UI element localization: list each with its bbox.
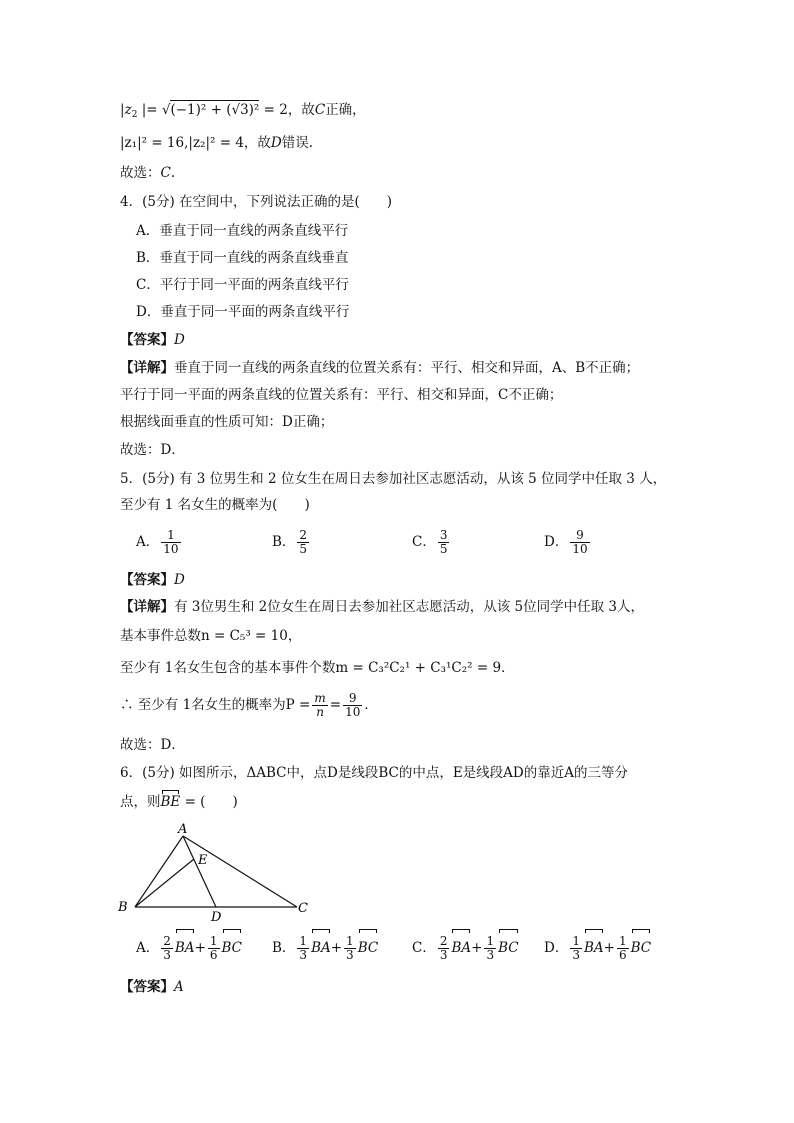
fraction: $\frac{9}{10}$ — [572, 528, 588, 556]
label-d: D — [211, 910, 222, 924]
vector-ba: BA — [584, 931, 604, 965]
solution-line-moduli-squared: |z₁|² = 16,|z₂|² = 4，故D错误. — [120, 135, 314, 151]
vector-bc: BC — [498, 931, 519, 965]
coef-1: $\frac{2}{3}$ — [163, 934, 171, 962]
coef-2: $\frac{1}{6}$ — [618, 934, 627, 962]
q5-stem-2: 至少有 1 名女生的概率为( ) — [120, 497, 310, 513]
q4-option-b: B．垂直于同一直线的两条直线垂直 — [136, 250, 349, 266]
vector-bc: BC — [358, 931, 379, 965]
label-e: E — [198, 853, 208, 868]
coef-1: $\frac{1}{3}$ — [299, 934, 308, 962]
q5-answer: 【答案】D — [120, 572, 185, 588]
q6-option-d: D． $\frac{1}{3}$ BA+ $\frac{1}{6}$ BC — [544, 931, 651, 965]
q4-detail-2: 平行于同一平面的两条直线的位置关系有：平行、相交和异面，C不正确； — [120, 387, 563, 403]
q5-option-c: C． $\frac{3}{5}$ — [412, 528, 448, 556]
vector-ba: BA — [311, 931, 331, 965]
q6-options-row — [136, 931, 656, 965]
label-c: C — [298, 901, 308, 916]
q4-option-a: A．垂直于同一直线的两条直线平行 — [136, 223, 349, 239]
q6-stem-2: 点，则BE = ( ) — [120, 794, 238, 810]
label-b: B — [118, 900, 128, 915]
side-ab — [135, 836, 183, 907]
vector-ba: BA — [175, 931, 195, 965]
q5-options-row — [136, 525, 656, 559]
q6-option-c: C． $\frac{2}{3}$ BA+ $\frac{1}{3}$ BC — [412, 931, 519, 965]
q6-answer: 【答案】A — [120, 979, 184, 995]
vector-ba: BA — [451, 931, 471, 965]
q5-option-b: B． $\frac{2}{5}$ — [272, 528, 308, 556]
coef-2: $\frac{1}{3}$ — [346, 934, 354, 962]
q5-detail-2: 基本事件总数n = C₅³ = 10， — [120, 628, 302, 644]
segment-be — [135, 859, 194, 907]
q4-answer: 【答案】D — [120, 332, 185, 348]
triangle-lines — [135, 836, 297, 907]
solution-line-modulus-z2: $|z_2$ |= √(−1)² + (√3)² = 2，故C正确， — [120, 102, 366, 120]
fraction: $\frac{3}{5}$ — [439, 528, 448, 556]
q4-option-d: D．垂直于同一平面的两条直线平行 — [136, 304, 350, 320]
choose-line-prev: 故选：C. — [120, 165, 176, 181]
q5-choose: 故选：D． — [120, 737, 185, 753]
q6-stem-1: 6．(5分) 如图所示，ΔABC中，点D是线段BC的中点，E是线段AD的靠近A的三等分 — [120, 765, 629, 781]
coef-1: $\frac{2}{3}$ — [439, 934, 448, 962]
q6-option-a: A． $\frac{2}{3}$ BA+ $\frac{1}{6}$ BC — [136, 931, 242, 965]
q5-detail-4: ∴ 至少有 1名女生的概率为P = $\frac{m}{n}$ = $\frac{9}{10}$ ． — [120, 691, 378, 719]
q4-detail-3: 根据线面垂直的性质可知：D正确； — [120, 414, 334, 430]
sqrt-radicand: (−1)² + (√3)² — [170, 102, 260, 118]
label-a: A — [178, 822, 188, 837]
q5-detail-1: 【详解】有 3位男生和 2位女生在周日去参加社区志愿活动，从该 5位同学中任取 3人， — [120, 599, 645, 615]
q5-stem-1: 5．(5分) 有 3 位男生和 2 位女生在周日去参加社区志愿活动，从该 5 位同学中任取 3 人， — [120, 471, 667, 487]
triangle-figure — [112, 820, 322, 924]
q6-option-b: B． $\frac{1}{3}$ BA+ $\frac{1}{3}$ BC — [272, 931, 378, 965]
coef-2: $\frac{1}{3}$ — [486, 934, 495, 962]
coef-1: $\frac{1}{3}$ — [572, 934, 580, 962]
q4-choose: 故选：D． — [120, 442, 185, 458]
vector-be: BE — [160, 794, 181, 810]
q5-option-a: A． $\frac{1}{10}$ — [136, 528, 179, 556]
coef-2: $\frac{1}{6}$ — [209, 934, 218, 962]
vector-bc: BC — [222, 931, 243, 965]
fraction-9-over-10: $\frac{9}{10}$ — [345, 691, 361, 719]
vector-bc: BC — [631, 931, 652, 965]
fraction-m-over-n: $\frac{m}{n}$ — [314, 691, 326, 719]
q4-detail-1: 【详解】垂直于同一直线的两条直线的位置关系有：平行、相交和异面，A、B不正确； — [120, 360, 640, 376]
q5-detail-3: 至少有 1名女生包含的基本事件个数m = C₃²C₂¹ + C₃¹C₂² = 9． — [120, 660, 515, 676]
q4-stem: 4．(5分) 在空间中，下列说法正确的是( ) — [120, 194, 393, 210]
q4-option-c: C．平行于同一平面的两条直线平行 — [136, 277, 349, 293]
fraction: $\frac{2}{5}$ — [299, 528, 308, 556]
q5-option-d: D． $\frac{9}{10}$ — [544, 528, 588, 556]
fraction: $\frac{1}{10}$ — [163, 528, 179, 556]
